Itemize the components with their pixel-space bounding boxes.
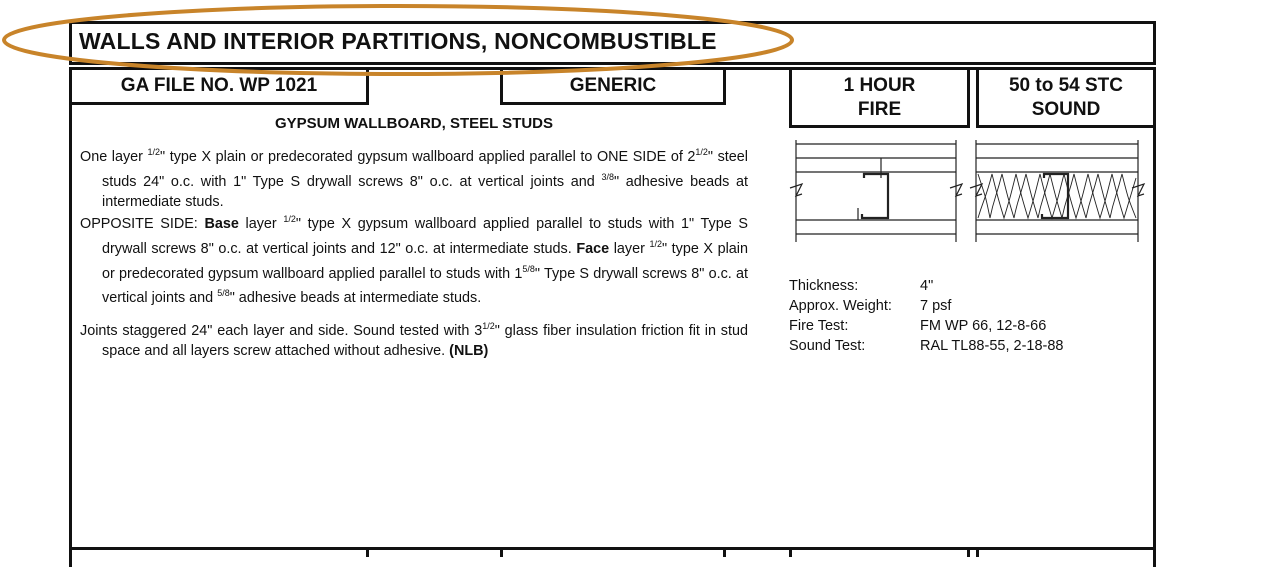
spec-row-sound-test: [789, 336, 1063, 356]
spec-row-fire-test: [789, 316, 1063, 336]
sound-rating: [976, 67, 1156, 128]
highlight-oval: [0, 0, 820, 90]
assembly-subtitle: GYPSUM WALLBOARD, STEEL STUDS: [274, 115, 554, 132]
specs-table: [789, 276, 1063, 356]
fire-rating-line1: 1 HOUR: [843, 74, 916, 96]
spec-label: Thickness:: [789, 278, 859, 294]
fraction: 1/2: [147, 147, 161, 157]
generic-label-text: GENERIC: [569, 75, 657, 96]
fraction: 1/2: [283, 214, 296, 224]
fraction: 5/8: [217, 288, 230, 299]
spec-label: Approx. Weight:: [789, 298, 892, 314]
wall-section-fire: [790, 140, 962, 242]
spec-row-thickness: [789, 276, 1063, 296]
description-paragraph-3: Joints staggered 24" each layer and side. Sound tested with $3^{1/2}$" glass fiber insulation friction fit in stud space and all layers screw attached without adhesive. (NLB): [80, 321, 748, 359]
description-paragraph-2: OPPOSITE SIDE: Base layer $^{1/2}$" type X gypsum wallboard applied parallel to studs with 1" Type S drywall screws 8" o.c. at vertical joints and 12" o.c. at intermediate studs. Face layer $^{1/2}$" type X plain or predecorated gypsum wallboard applied parallel to studs with $1^{5/8}$" Type S drywall screws 8" o.c. at vertical joints and $^{5/8}$" adhesive beads at intermediate studs.: [80, 214, 748, 307]
fraction: 3/8: [601, 171, 614, 182]
fraction: 1/2: [695, 147, 708, 157]
ga-file-number-text: GA FILE NO. WP 1021: [120, 75, 318, 96]
spec-label: Fire Test:: [789, 318, 849, 334]
spec-value: FM WP 66, 12-8-66: [920, 318, 1047, 334]
spec-value: 7 psf: [920, 298, 952, 314]
wall-section-drawing: [786, 138, 1156, 248]
spec-value: 4": [920, 278, 934, 294]
spec-label: Sound Test:: [789, 338, 866, 354]
description-paragraph-1: One layer $^{1/2}$" type X plain or predecorated gypsum wallboard applied parallel to ONE SIDE of $2^{1/2}$" steel studs 24" o.c. with 1" Type S drywall screws 8" o.c. at vertical joints and $^{3/8}$" adhesive beads at intermediate studs.: [80, 147, 749, 210]
sound-rating-line1: 50 to 54 STC: [1008, 74, 1124, 96]
sound-rating-line2: SOUND: [1031, 98, 1101, 120]
fraction: 1/2: [482, 321, 495, 331]
fraction: 1/2: [649, 238, 662, 249]
fraction: 5/8: [522, 263, 535, 274]
page-title: WALLS AND INTERIOR PARTITIONS, NONCOMBUSTIBLE: [79, 28, 717, 54]
fire-rating-line2: FIRE: [857, 98, 902, 120]
spec-row-weight: [789, 296, 1063, 316]
spec-value: RAL TL88-55, 2-18-88: [920, 338, 1064, 354]
wall-section-sound: [970, 140, 1144, 242]
bottom-divider: [69, 547, 1156, 550]
